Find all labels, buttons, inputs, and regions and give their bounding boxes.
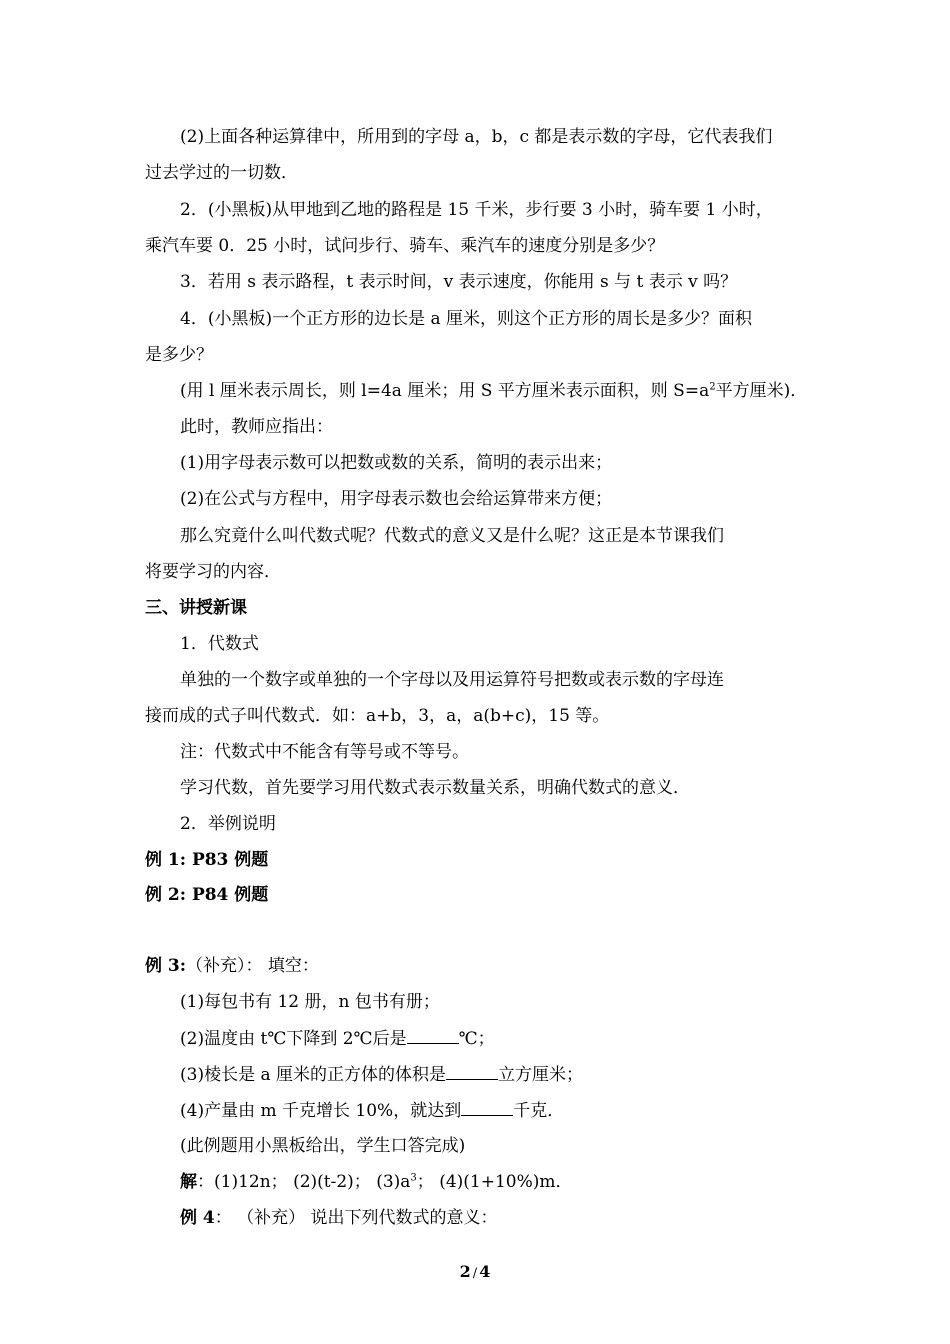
answer-line: [180, 1171, 573, 1193]
text-line: 过去学过的一切数．: [145, 163, 298, 183]
fill-blank: [446, 1063, 498, 1080]
example-heading: 例 2: P84 例题: [145, 885, 269, 905]
superscript: 2: [709, 381, 716, 393]
question-line: [180, 1027, 495, 1050]
text-line: 是多少？: [145, 345, 213, 365]
section-heading: 三、讲授新课: [145, 598, 247, 618]
text-run: 立方厘米；: [498, 1065, 584, 1085]
page-separator: /: [472, 1266, 478, 1281]
text-line: 此时，教师应指出：: [180, 417, 333, 437]
text-run: (4)产量由 m 千克增长 10%，就达到: [180, 1101, 462, 1121]
example-heading: [180, 1207, 498, 1229]
text-run: ； (4)(1+10%)m．: [416, 1172, 573, 1192]
example-heading: [145, 955, 319, 977]
text-line: 注：代数式中不能含有等号或不等号。: [180, 742, 469, 762]
fill-blank: [461, 1099, 513, 1116]
question-line: [180, 1099, 564, 1122]
text-line: 那么究竟什么叫代数式呢？代数式的意义又是什么呢？这正是本节课我们: [180, 526, 724, 546]
text-run: ： （补充） 说出下列代数式的意义：: [214, 1208, 498, 1228]
text-line: (1)用字母表示数可以把数或数的关系，简明的表示出来；: [180, 453, 613, 473]
superscript: 3: [410, 1172, 417, 1184]
question-line: [180, 1063, 583, 1086]
text-line: 将要学习的内容．: [145, 562, 281, 582]
text-line: 2．(小黑板)从甲地到乙地的路程是 15 千米，步行要 3 小时，骑车要 1 小时，: [180, 200, 773, 220]
text-line: 3．若用 s 表示路程，t 表示时间，v 表示速度，你能用 s 与 t 表示 v 吗？: [180, 272, 738, 292]
text-line: 接而成的式子叫代数式．如：a+b，3，a，a(b+c)，15 等。: [145, 706, 610, 726]
text-run: (用 l 厘米表示周长，则 l=4a 厘米；用 S 平方厘米表示面积，则 S=a: [180, 381, 710, 401]
example-label: 例 4: [180, 1208, 215, 1228]
text-run: (3)棱长是 a 厘米的正方体的体积是: [180, 1065, 447, 1085]
text-run: ：(1)12n； (2)(t-2)； (3)a: [197, 1172, 411, 1192]
text-line: 2．举例说明: [180, 814, 276, 834]
example-heading: 例 1: P83 例题: [145, 850, 269, 870]
text-line: 1．代数式: [180, 634, 259, 654]
total-pages: 4: [479, 1262, 491, 1281]
text-run: ℃；: [458, 1029, 495, 1049]
example-label: 例 3:: [145, 956, 187, 976]
text-line: 乘汽车要 0．25 小时，试问步行、骑车、乘汽车的速度分别是多少？: [145, 236, 665, 256]
text-line: 单独的一个数字或单独的一个字母以及用运算符号把数或表示数的字母连: [180, 670, 724, 690]
page-number: [0, 1262, 950, 1281]
text-line: (2)上面各种运算律中，所用到的字母 a，b，c 都是表示数的字母，它代表我们: [180, 127, 773, 147]
text-run: 平方厘米)．: [715, 381, 808, 401]
text-run: 千克．: [513, 1101, 565, 1121]
question-line: (1)每包书有 12 册，n 包书有册；: [180, 992, 440, 1012]
text-line: 学习代数，首先要学习用代数式表示数量关系，明确代数式的意义．: [180, 778, 690, 798]
text-line: [180, 380, 807, 402]
text-run: （补充）： 填空：: [186, 956, 319, 976]
text-run: (2)温度由 t℃下降到 2℃后是: [180, 1029, 407, 1049]
answer-label: 解: [180, 1172, 197, 1192]
fill-blank: [407, 1027, 459, 1044]
text-line: (2)在公式与方程中，用字母表示数也会给运算带来方便；: [180, 489, 613, 509]
text-line: (此例题用小黑板给出，学生口答完成): [180, 1136, 466, 1156]
text-line: 4．(小黑板)一个正方形的边长是 a 厘米，则这个正方形的周长是多少？面积: [180, 309, 753, 329]
current-page: 2: [459, 1262, 471, 1281]
